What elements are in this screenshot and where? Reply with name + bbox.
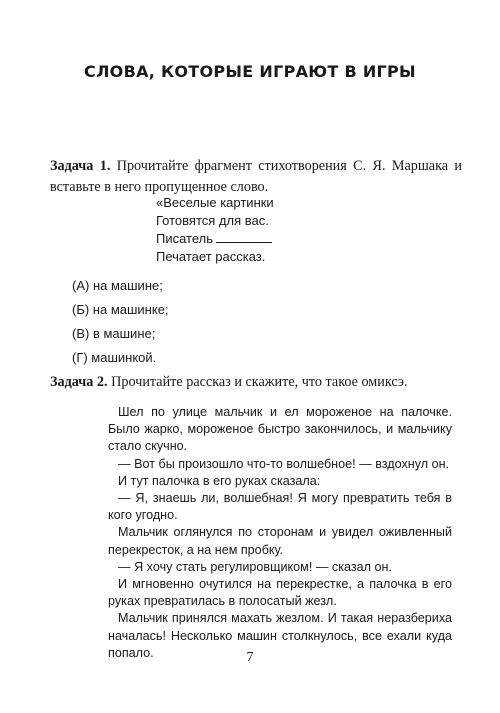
- story-paragraph: — Я, знаешь ли, волшебная! Я могу превратить тебя в кого угодно.: [108, 491, 452, 523]
- story-paragraph: Шел по улице мальчик и ел мороженое на палочке. Было жарко, мороженое быстро закончилось, и мальчику стало скучно.: [108, 405, 452, 454]
- poem-line: «Веселые картинки: [156, 195, 274, 210]
- task-1-prompt: [50, 156, 462, 198]
- page-number: 7: [246, 650, 254, 665]
- story-paragraph: — Я хочу стать регулировщиком! — сказал он.: [118, 559, 392, 574]
- answer-option-a: (А) на машине;: [72, 278, 163, 293]
- poem-line-with-blank: [156, 230, 274, 248]
- poem-line: Готовятся для вас.: [156, 213, 269, 228]
- page-title: СЛОВА, КОТОРЫЕ ИГРАЮТ В ИГРЫ: [84, 62, 416, 81]
- story-paragraph: Мальчик оглянулся по сторонам и увидел оживленный перекресток, а на нем пробку.: [108, 525, 452, 557]
- blank-line: [216, 231, 272, 243]
- story-paragraph: И тут палочка в его руках сказала:: [118, 473, 321, 488]
- answer-option-b: (Б) на машинке;: [72, 302, 169, 317]
- task-2-text: Прочитайте рассказ и скажите, что такое омиксэ.: [107, 374, 408, 390]
- poem-line: Печатает рассказ.: [156, 249, 266, 264]
- story-paragraph: — Вот бы произошло что-то волшебное! — вздохнул он.: [118, 456, 450, 471]
- task-2-label: Задача 2.: [50, 374, 108, 390]
- task-1-label: Задача 1.: [50, 158, 111, 174]
- story-paragraph: Мальчик принялся махать жезлом. И такая неразбериха началась! Несколько машин столкнулось, все ехали куда попало.: [108, 611, 452, 660]
- task-2-prompt: [50, 372, 462, 393]
- answer-option-c: (В) в машине;: [72, 326, 156, 341]
- task-1-text: Прочитайте фрагмент стихотворения С. Я. Маршака и вставьте в него пропущенное слово.: [50, 158, 462, 195]
- poem-fragment: [156, 194, 274, 266]
- poem-line: Писатель: [156, 231, 214, 246]
- story-text: [108, 404, 452, 662]
- answer-option-d: (Г) машинкой.: [72, 350, 157, 365]
- story-paragraph: И мгновенно очутился на перекрестке, а палочка в его руках превратилась в полосатый жезл.: [108, 577, 452, 609]
